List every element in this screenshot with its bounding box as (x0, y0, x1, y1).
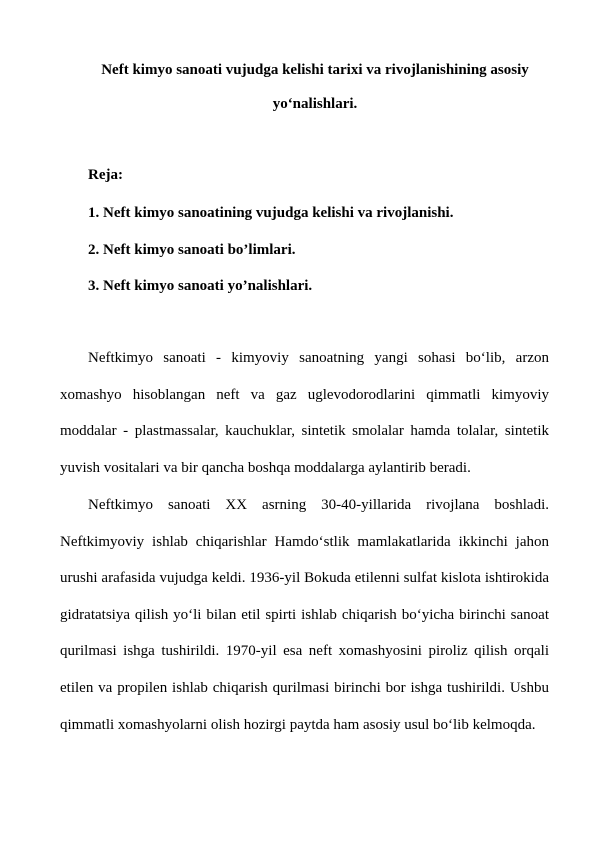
plan-item: 3. Neft kimyo sanoati yo’nalishlari. (88, 278, 313, 294)
body-paragraph: Neftkimyo sanoati - kimyoviy sanoatning yangi sohasi bo‘lib, arzon xomashyo hisoblangan neft va gaz uglevodorodlarini qimmatli kimyoviy moddalar - plastmassalar, kauchuklar, sintetik smolalar hamda tolalar, sintetik yuvish vositalari va bir qancha boshqa moddalarga aylantirib beradi. (60, 350, 549, 476)
document-title-line-2: yo‘nalishlari. (272, 96, 358, 112)
body-paragraph: Neftkimyo sanoati XX asrning 30-40-yillarida rivojlana boshladi. Neftkimyoviy ishlab chiqarishlar Hamdo‘stlik mamlakatlarida ikkinchi jahon urushi arafasida vujudga keldi. 1936-yil Bokuda etilenni sulfat kislota ishtirokida gidratatsiya qilish yo‘li bilan etil spirti ishlab chiqarish bo‘yicha birinchi sanoat qurilmasi ishga tushirildi. 1970-yil esa neft xomashyosini piroliz qilish orqali etilen va propilen ishlab chiqarish qurilmasi birinchi bor ishga tushirildi. Ushbu qimmatli xomashyolarni olish hozirgi paytda ham asosiy usul bo‘lib kelmoqda. (60, 497, 549, 733)
document-title-line-1: Neft kimyo sanoati vujudga kelishi tarixi va rivojlanishining asosiy (101, 62, 529, 78)
plan-heading: Reja: (88, 167, 123, 183)
plan-item: 2. Neft kimyo sanoati bo’limlari. (88, 242, 296, 258)
plan-item: 1. Neft kimyo sanoatining vujudga kelishi va rivojlanishi. (88, 205, 454, 221)
